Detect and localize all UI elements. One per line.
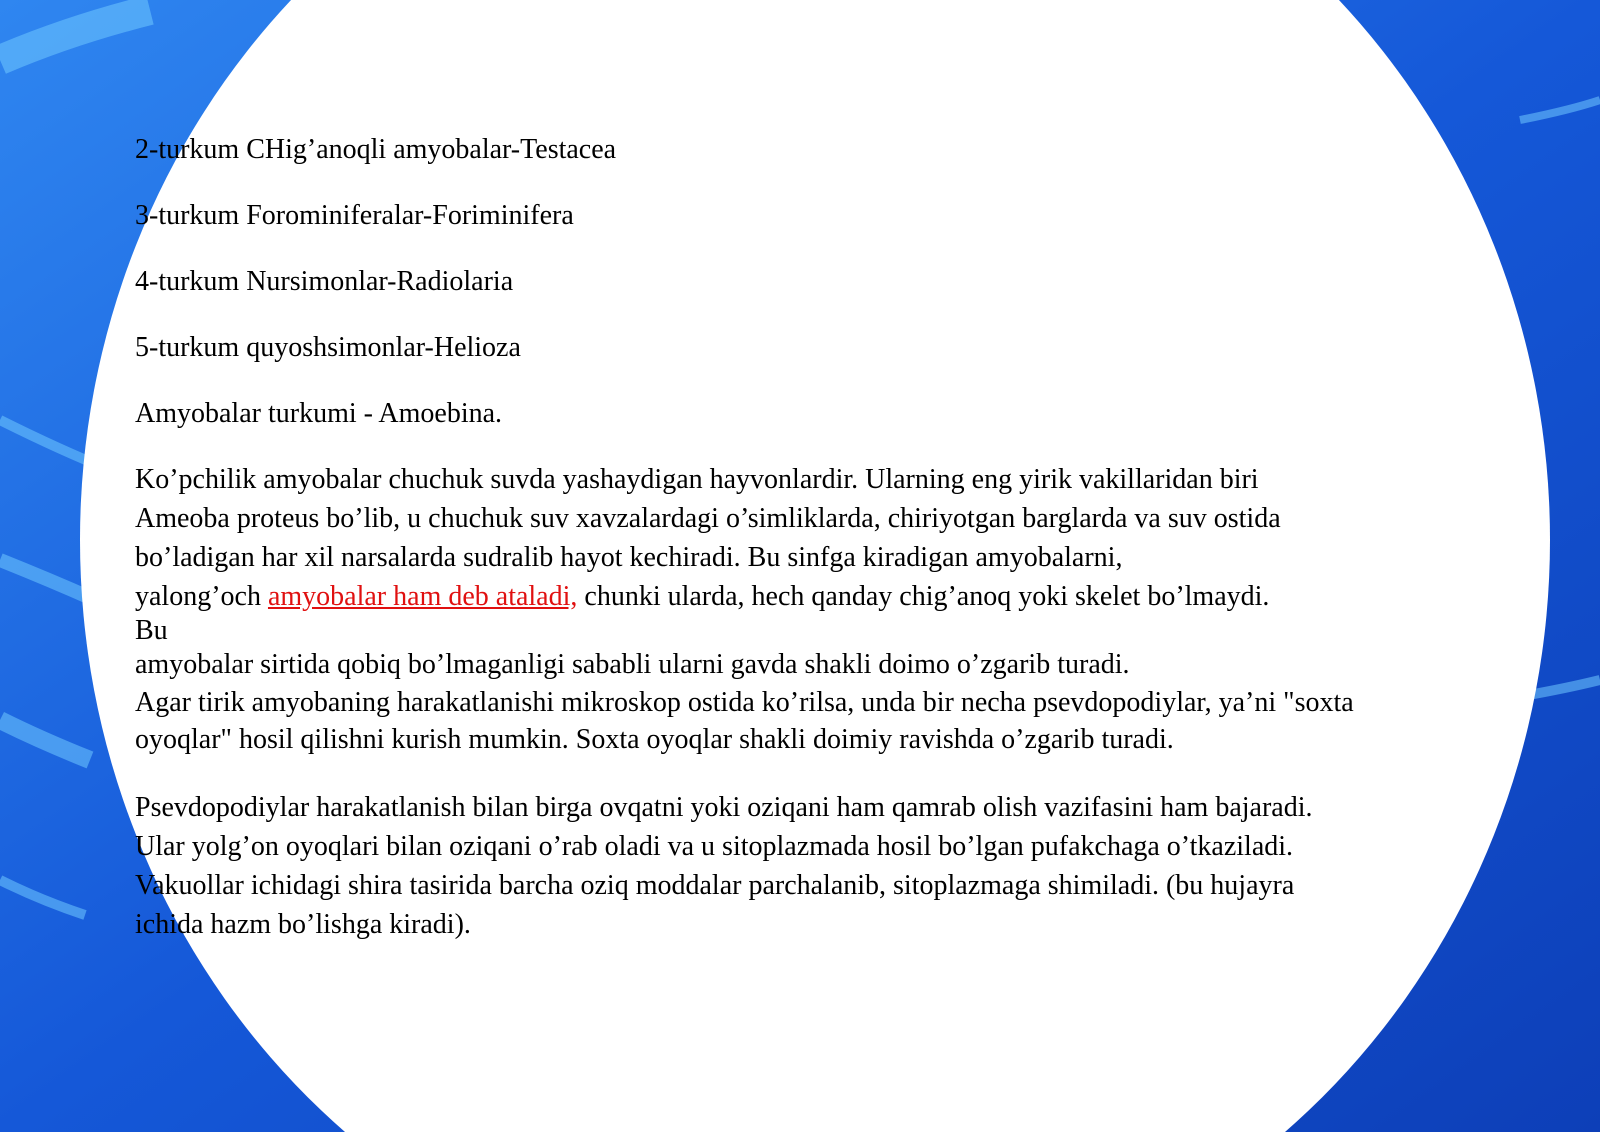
text-line xyxy=(135,577,1475,616)
text-line: Bu xyxy=(135,615,168,646)
text-line: amyobalar sirtida qobiq bo’lmaganligi sababli ularni gavda shakli doimo o’zgarib turadi. xyxy=(135,649,1130,680)
text-line: Ular yolg’on oyoqlari bilan oziqani o’rab oladi va u sitoplazmada hosil bo’lgan pufakchaga o’tkaziladi. xyxy=(135,831,1294,862)
paragraph-amoeba-description xyxy=(135,460,1475,762)
text-line: Psevdopodiylar harakatlanish bilan birga ovqatni yoki oziqani ham qamrab olish vazifasini ham bajaradi. xyxy=(135,792,1313,823)
text-line: ichida hazm bo’lishga kiradi). xyxy=(135,909,471,940)
text-fragment: yalong’och xyxy=(135,581,268,612)
text-line: bo’ladigan har xil narsalarda sudralib hayot kechiradi. Bu sinfga kiradigan amyobalarni, xyxy=(135,542,1123,573)
text-line: Ameoba proteus bo’lib, u chuchuk suv xavzalardagi o’simliklarda, chiriyotgan barglarda va suv ostida xyxy=(135,503,1281,534)
heading-foraminifera: 3-turkum Forominiferalar-Foriminifera xyxy=(135,200,574,231)
hyperlink-amyobalar[interactable]: amyobalar ham deb ataladi, xyxy=(267,581,578,612)
heading-testacea: 2-turkum CHig’anoqli amyobalar-Testacea xyxy=(135,134,617,165)
paragraph-pseudopodia xyxy=(135,788,1475,944)
text-line: oyoqlar" hosil qilishni kurish mumkin. Soxta oyoqlar shakli doimiy ravishda o’zgarib turadi. xyxy=(135,724,1174,755)
heading-amoebina: Amyobalar turkumi - Amoebina. xyxy=(135,398,503,429)
text-line: Agar tirik amyobaning harakatlanishi mikroskop ostida ko’rilsa, unda bir necha psevdopodiylar, ya’ni "soxta xyxy=(135,687,1354,718)
slide-text xyxy=(135,130,1475,944)
heading-helioza: 5-turkum quyoshsimonlar-Helioza xyxy=(135,332,521,363)
text-line: Ko’pchilik amyobalar chuchuk suvda yashaydigan hayvonlardir. Ularning eng yirik vakillaridan biri xyxy=(135,464,1259,495)
text-line: Vakuollar ichidagi shira tasirida barcha oziq moddalar parchalanib, sitoplazmaga shimiladi. (bu hujayra xyxy=(135,870,1295,901)
heading-radiolaria: 4-turkum Nursimonlar-Radiolaria xyxy=(135,266,514,297)
text-fragment: chunki ularda, hech qanday chig’anoq yoki skelet bo’lmaydi. xyxy=(577,581,1270,612)
